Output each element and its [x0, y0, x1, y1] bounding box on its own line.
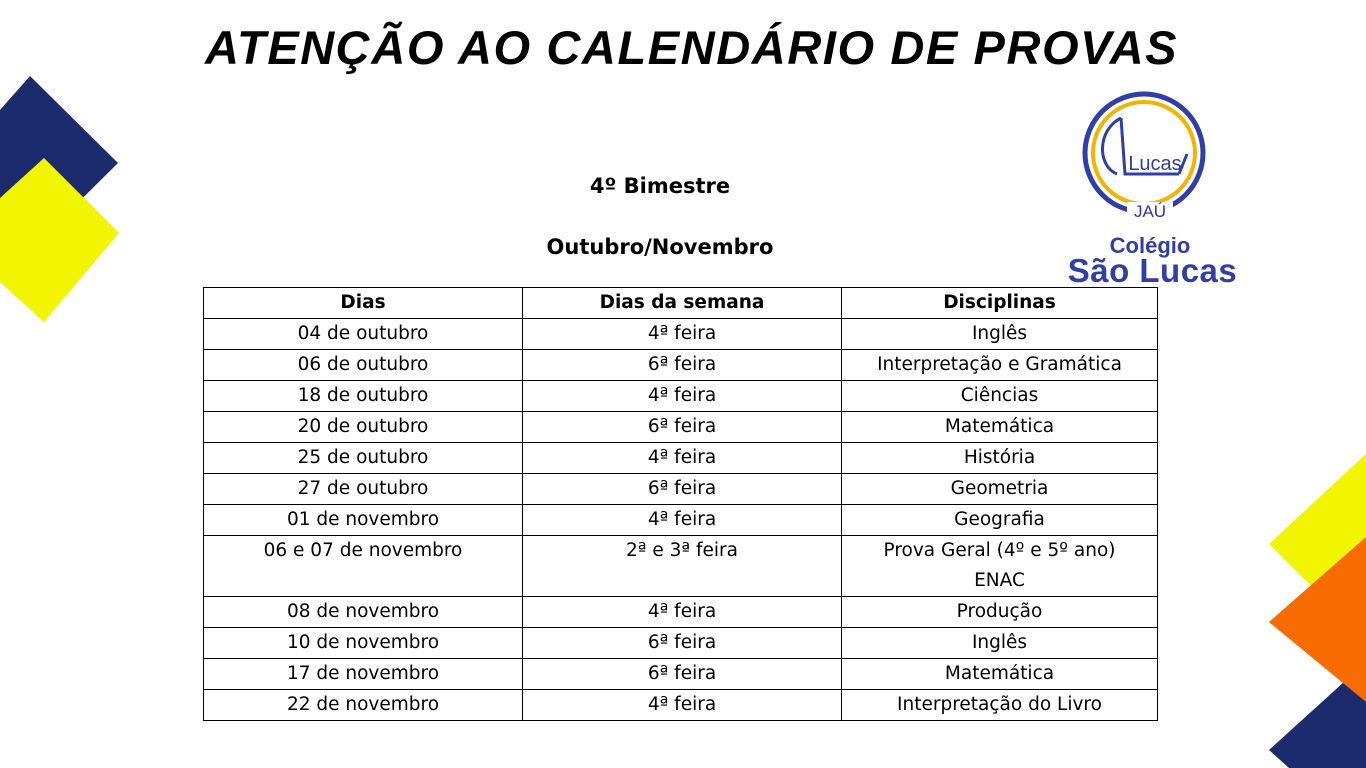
table-row [204, 659, 1158, 690]
cell-weekday: 4ª feira [523, 381, 842, 412]
cell-subject: Produção [842, 597, 1158, 628]
table-row [204, 474, 1158, 505]
table-row [204, 597, 1158, 628]
table-row [204, 690, 1158, 721]
cell-weekday: 6ª feira [523, 350, 842, 381]
decor-left-squares [0, 70, 130, 330]
table-row [204, 628, 1158, 659]
cell-day: 18 de outubro [204, 381, 523, 412]
cell-weekday: 4ª feira [523, 597, 842, 628]
cell-subject: Interpretação do Livro [842, 690, 1158, 721]
exam-schedule-table [203, 287, 1158, 721]
cell-subject: Inglês [842, 628, 1158, 659]
cell-weekday: 4ª feira [523, 443, 842, 474]
cell-day: 27 de outubro [204, 474, 523, 505]
cell-day: 25 de outubro [204, 443, 523, 474]
column-header-weekday: Dias da semana [523, 288, 842, 319]
logo-name-line1: Colégio [1109, 233, 1191, 258]
table-row [204, 319, 1158, 350]
period-heading: Outubro/Novembro [546, 235, 774, 259]
logo-mark-text: Lucas [1128, 153, 1182, 175]
table-row [204, 536, 1158, 597]
cell-subject: Matemática [842, 659, 1158, 690]
table-row [204, 381, 1158, 412]
table-header-row [204, 288, 1158, 319]
logo-name-line2: São Lucas [1067, 252, 1238, 289]
cell-subject: Inglês [842, 319, 1158, 350]
column-header-subjects: Disciplinas [842, 288, 1158, 319]
cell-subject-line2: ENAC [974, 570, 1025, 591]
cell-weekday: 6ª feira [523, 412, 842, 443]
cell-subject-line1: Prova Geral (4º e 5º ano) [883, 540, 1116, 561]
yellow-diamond-left [0, 158, 119, 322]
cell-day: 22 de novembro [204, 690, 523, 721]
table-row [204, 412, 1158, 443]
cell-weekday: 6ª feira [523, 628, 842, 659]
cell-subject: Geometria [842, 474, 1158, 505]
cell-subject: Ciências [842, 381, 1158, 412]
logo-city: JAÚ [1127, 202, 1173, 222]
cell-subject: História [842, 443, 1158, 474]
slide-title: ATENÇÃO AO CALENDÁRIO DE PROVAS [205, 21, 1179, 74]
cell-subject: Interpretação e Gramática [842, 350, 1158, 381]
school-logo-emblem [1081, 90, 1207, 216]
cell-day: 17 de novembro [204, 659, 523, 690]
cell-day: 06 e 07 de novembro [204, 536, 523, 597]
cell-weekday: 4ª feira [523, 690, 842, 721]
cell-day: 10 de novembro [204, 628, 523, 659]
table-row [204, 505, 1158, 536]
cell-weekday: 4ª feira [523, 505, 842, 536]
cell-weekday: 2ª e 3ª feira [523, 536, 842, 597]
cell-day: 20 de outubro [204, 412, 523, 443]
cell-weekday: 6ª feira [523, 474, 842, 505]
bimester-heading: 4º Bimestre [589, 174, 731, 198]
cell-subject: Geografia [842, 505, 1158, 536]
cell-weekday: 4ª feira [523, 319, 842, 350]
cell-day: 01 de novembro [204, 505, 523, 536]
cell-day: 08 de novembro [204, 597, 523, 628]
cell-subject-multiline [842, 536, 1158, 597]
table-row [204, 350, 1158, 381]
cell-day: 06 de outubro [204, 350, 523, 381]
table-row [204, 443, 1158, 474]
decor-right-squares [1265, 450, 1366, 768]
cell-day: 04 de outubro [204, 319, 523, 350]
column-header-days: Dias [204, 288, 523, 319]
cell-subject: Matemática [842, 412, 1158, 443]
cell-weekday: 6ª feira [523, 659, 842, 690]
